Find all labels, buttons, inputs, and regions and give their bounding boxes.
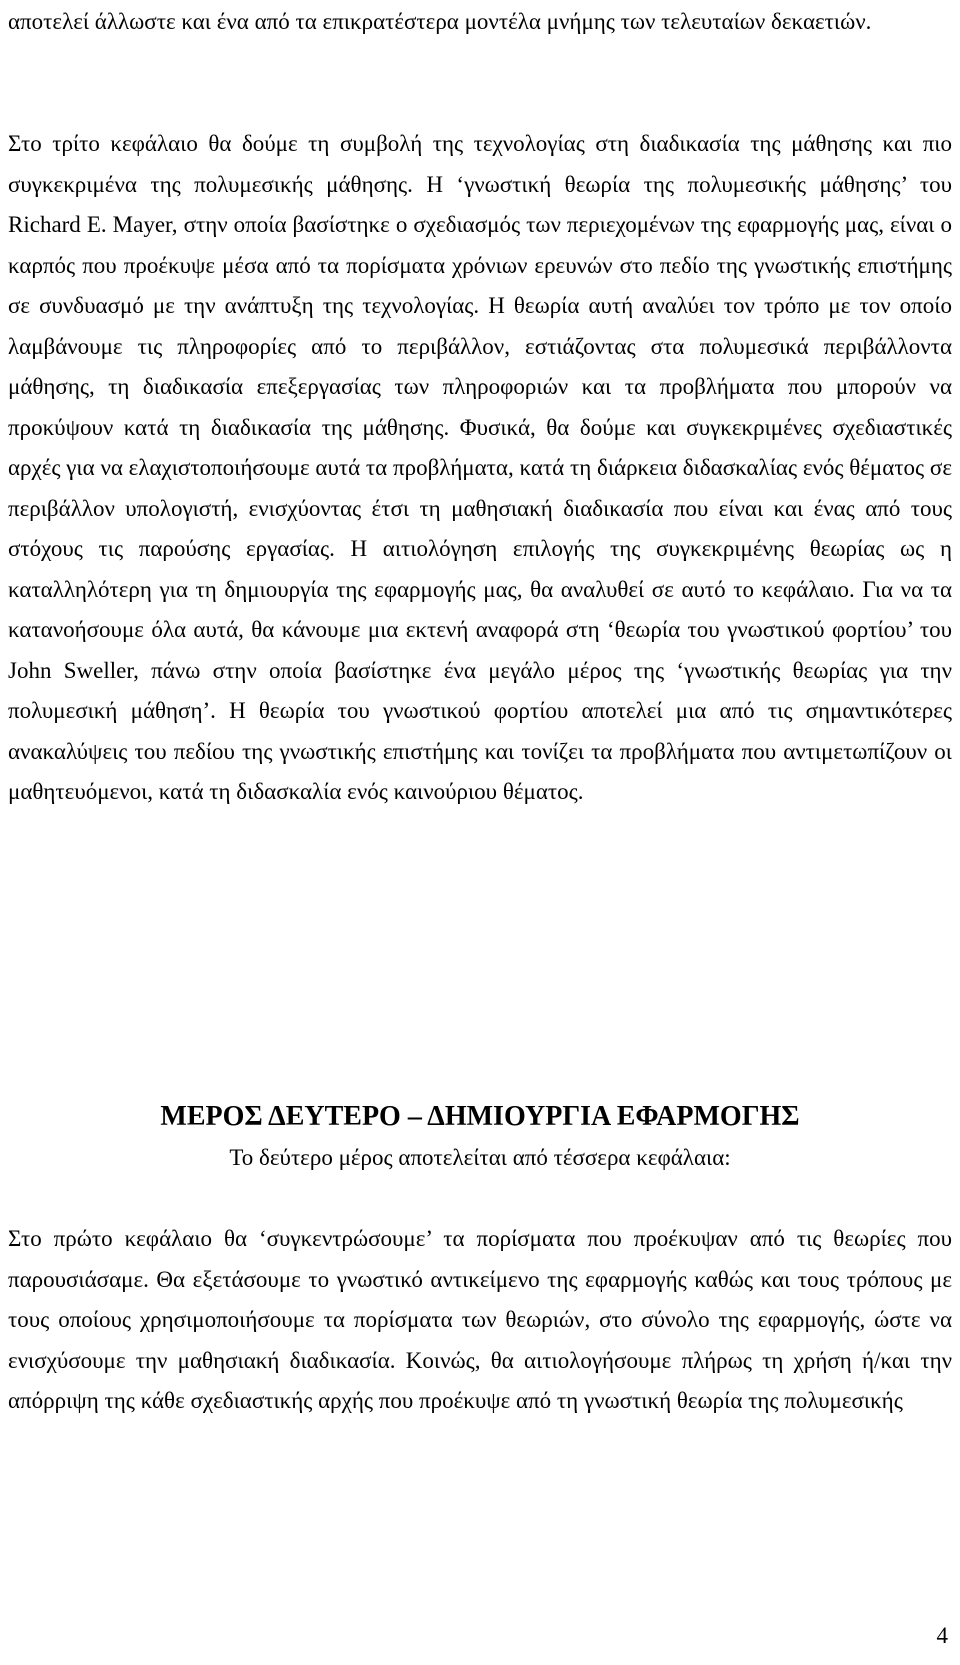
page-number: 4	[936, 1623, 948, 1648]
paragraph-chapter-one: Στο πρώτο κεφάλαιο θα ‘συγκεντρώσουμε’ τα πορίσματα που προέκυψαν από τις θεωρίες που παρουσιάσαμε. Θα εξετάσουμε το γνωστικό αντικείμενο της εφαρμογής καθώς και τους τρόπους με τους οποίους χρησιμοποιήσουμε τα πορίσματα των θεωριών, στο σύνολο της εφαρμογής, ώστε να ενισχύσουμε την μαθησιακή διαδικασία. Κοινώς, θα αιτιολογήσουμε πλήρως τη χρήση ή/και την απόρριψη της κάθε σχεδιαστικής αρχής που προέκυψε από τη γνωστική θεωρία της πολυμεσικής	[8, 1226, 952, 1413]
section-subheading: Το δεύτερο μέρος αποτελείται από τέσσερα κεφάλαια:	[229, 1145, 731, 1170]
paragraph-chapter-three: Στο τρίτο κεφάλαιο θα δούμε τη συμβολή της τεχνολογίας στη διαδικασία της μάθησης και πιο συγκεκριμένα της πολυμεσικής μάθησης. Η ‘γνωστική θεωρία της πολυμεσικής μάθησης’ του Richard E. Mayer, στην οποία βασίστηκε ο σχεδιασμός των περιεχομένων της εφαρμογής μας, είναι ο καρπός που προέκυψε μέσα από τα πορίσματα χρόνιων ερευνών στο πεδίο της γνωστικής επιστήμης σε συνδυασμό με την ανάπτυξη της τεχνολογίας. Η θεωρία αυτή αναλύει τον τρόπο με τον οποίο λαμβάνουμε τις πληροφορίες από το περιβάλλον, εστιάζοντας στα πολυμεσικά περιβάλλοντα μάθησης, τη διαδικασία επεξεργασίας των πληροφοριών και τα προβλήματα που μπορούν να προκύψουν κατά τη διαδικασία της μάθησης. Φυσικά, θα δούμε και συγκεκριμένες σχεδιαστικές αρχές για να ελαχιστοποιήσουμε αυτά τα προβλήματα, κατά τη διάρκεια διδασκαλίας ενός θέματος σε περιβάλλον υπολογιστή, ενισχύοντας έτσι τη μαθησιακή διαδικασία που είναι και ένας από τους στόχους τις παρούσης εργασίας. Η αιτιολόγηση επιλογής της συγκεκριμένης θεωρίας ως η καταλληλότερη για τη δημιουργία της εφαρμογής μας, θα αναλυθεί σε αυτό το κεφάλαιο. Για να τα κατανοήσουμε όλα αυτά, θα κάνουμε μια εκτενή αναφορά στη ‘θεωρία του γνωστικού φορτίου’ του John Sweller, πάνω στην οποία βασίστηκε ένα μεγάλο μέρος της ‘γνωστικής θεωρίας για την πολυμεσική μάθηση’. Η θεωρία του γνωστικού φορτίου αποτελεί μια από τις σημαντικότερες ανακαλύψεις του πεδίου της γνωστικής επιστήμης και τονίζει τα προβλήματα που αντιμετωπίζουν οι μαθητευόμενοι, κατά τη διδασκαλία ενός καινούριου θέματος.	[8, 131, 952, 804]
paragraph-continued: αποτελεί άλλωστε και ένα από τα επικρατέστερα μοντέλα μνήμης των τελευταίων δεκαετιών.	[8, 9, 872, 34]
section-heading: ΜΕΡΟΣ ΔΕΥΤΕΡΟ – ΔΗΜΙΟΥΡΓΙΑ ΕΦΑΡΜΟΓΗΣ	[160, 1101, 800, 1132]
